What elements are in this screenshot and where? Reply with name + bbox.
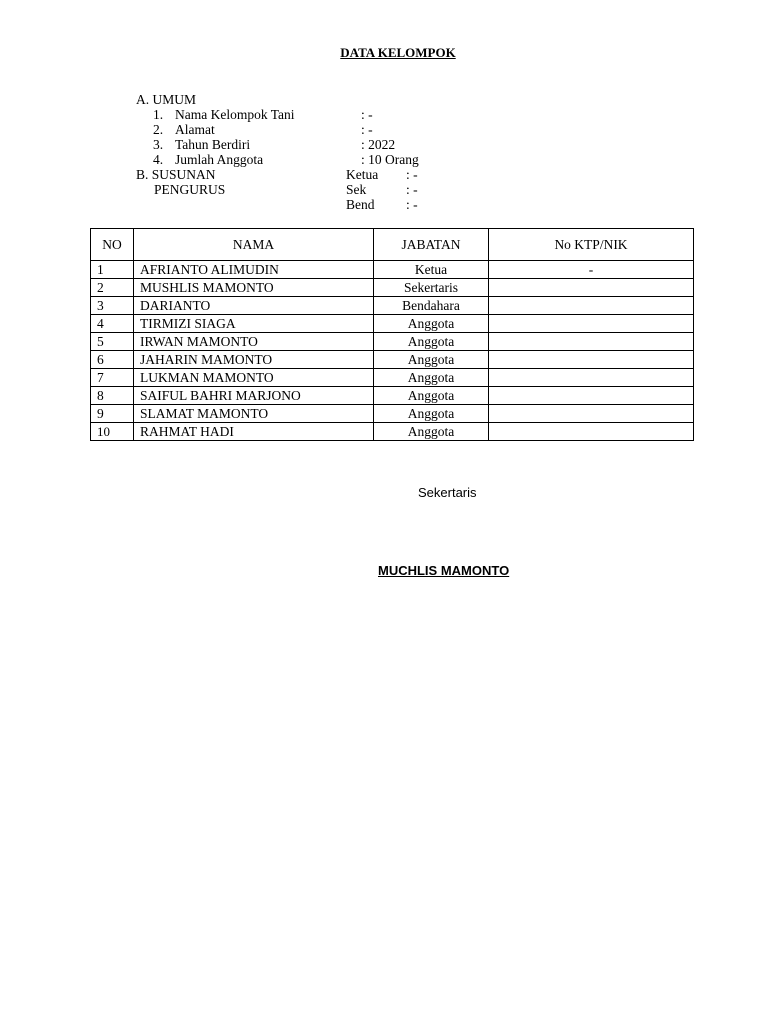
cell-no: 8 xyxy=(91,387,134,405)
cell-nama: DARIANTO xyxy=(134,297,374,315)
cell-jabatan: Bendahara xyxy=(374,297,489,315)
cell-jabatan: Anggota xyxy=(374,387,489,405)
cell-jabatan: Anggota xyxy=(374,423,489,441)
item-number: 3. xyxy=(153,137,164,152)
cell-jabatan: Anggota xyxy=(374,315,489,333)
cell-no: 7 xyxy=(91,369,134,387)
cell-ktp: - xyxy=(489,261,694,279)
cell-no: 6 xyxy=(91,351,134,369)
item-value-alamat: : - xyxy=(361,122,373,137)
item-value-jumlah-anggota: : 10 Orang xyxy=(361,152,419,167)
role-value-sek: : - xyxy=(406,182,418,197)
section-a-heading: A. UMUM xyxy=(136,92,197,107)
table-row xyxy=(91,405,694,423)
item-label-jumlah-anggota: Jumlah Anggota xyxy=(175,152,264,167)
cell-ktp xyxy=(489,387,694,405)
cell-ktp xyxy=(489,369,694,387)
table-row xyxy=(91,261,694,279)
role-label-bend: Bend xyxy=(346,197,375,212)
cell-ktp xyxy=(489,333,694,351)
item-value-nama-kelompok: : - xyxy=(361,107,373,122)
item-label-nama-kelompok: Nama Kelompok Tani xyxy=(175,107,295,122)
header-ktp: No KTP/NIK xyxy=(489,229,694,261)
header-no: NO xyxy=(91,229,134,261)
cell-jabatan: Sekertaris xyxy=(374,279,489,297)
table-row xyxy=(91,279,694,297)
table-header-row xyxy=(91,229,694,261)
item-number: 4. xyxy=(153,152,164,167)
header-nama: NAMA xyxy=(134,229,374,261)
cell-ktp xyxy=(489,315,694,333)
header-jabatan: JABATAN xyxy=(374,229,489,261)
cell-nama: SAIFUL BAHRI MARJONO xyxy=(134,387,374,405)
item-label-alamat: Alamat xyxy=(175,122,215,137)
cell-ktp xyxy=(489,297,694,315)
cell-no: 1 xyxy=(91,261,134,279)
document-title: DATA KELOMPOK xyxy=(340,45,456,60)
cell-jabatan: Ketua xyxy=(374,261,489,279)
cell-jabatan: Anggota xyxy=(374,405,489,423)
signature-role: Sekertaris xyxy=(418,485,477,500)
table-row xyxy=(91,369,694,387)
cell-ktp xyxy=(489,351,694,369)
cell-ktp xyxy=(489,423,694,441)
cell-no: 10 xyxy=(91,423,134,441)
cell-nama: JAHARIN MAMONTO xyxy=(134,351,374,369)
item-number: 2. xyxy=(153,122,164,137)
cell-nama: LUKMAN MAMONTO xyxy=(134,369,374,387)
role-value-ketua: : - xyxy=(406,167,418,182)
cell-jabatan: Anggota xyxy=(374,351,489,369)
item-number: 1. xyxy=(153,107,164,122)
cell-jabatan: Anggota xyxy=(374,369,489,387)
item-label-tahun-berdiri: Tahun Berdiri xyxy=(175,137,251,152)
cell-jabatan: Anggota xyxy=(374,333,489,351)
section-b-heading-line2: PENGURUS xyxy=(154,182,226,197)
member-table xyxy=(90,228,694,441)
cell-nama: AFRIANTO ALIMUDIN xyxy=(134,261,374,279)
cell-no: 2 xyxy=(91,279,134,297)
cell-nama: RAHMAT HADI xyxy=(134,423,374,441)
cell-no: 9 xyxy=(91,405,134,423)
section-b-heading: B. SUSUNAN xyxy=(136,167,216,182)
signature-name: MUCHLIS MAMONTO xyxy=(378,563,510,578)
role-label-sek: Sek xyxy=(346,182,367,197)
table-row xyxy=(91,333,694,351)
cell-ktp xyxy=(489,279,694,297)
cell-ktp xyxy=(489,405,694,423)
table-row xyxy=(91,387,694,405)
cell-no: 4 xyxy=(91,315,134,333)
cell-nama: SLAMAT MAMONTO xyxy=(134,405,374,423)
cell-no: 5 xyxy=(91,333,134,351)
item-value-tahun-berdiri: : 2022 xyxy=(361,137,396,152)
table-row xyxy=(91,351,694,369)
table-row xyxy=(91,297,694,315)
role-value-bend: : - xyxy=(406,197,418,212)
cell-no: 3 xyxy=(91,297,134,315)
table-row xyxy=(91,315,694,333)
cell-nama: IRWAN MAMONTO xyxy=(134,333,374,351)
role-label-ketua: Ketua xyxy=(346,167,379,182)
cell-nama: TIRMIZI SIAGA xyxy=(134,315,374,333)
table-row xyxy=(91,423,694,441)
cell-nama: MUSHLIS MAMONTO xyxy=(134,279,374,297)
